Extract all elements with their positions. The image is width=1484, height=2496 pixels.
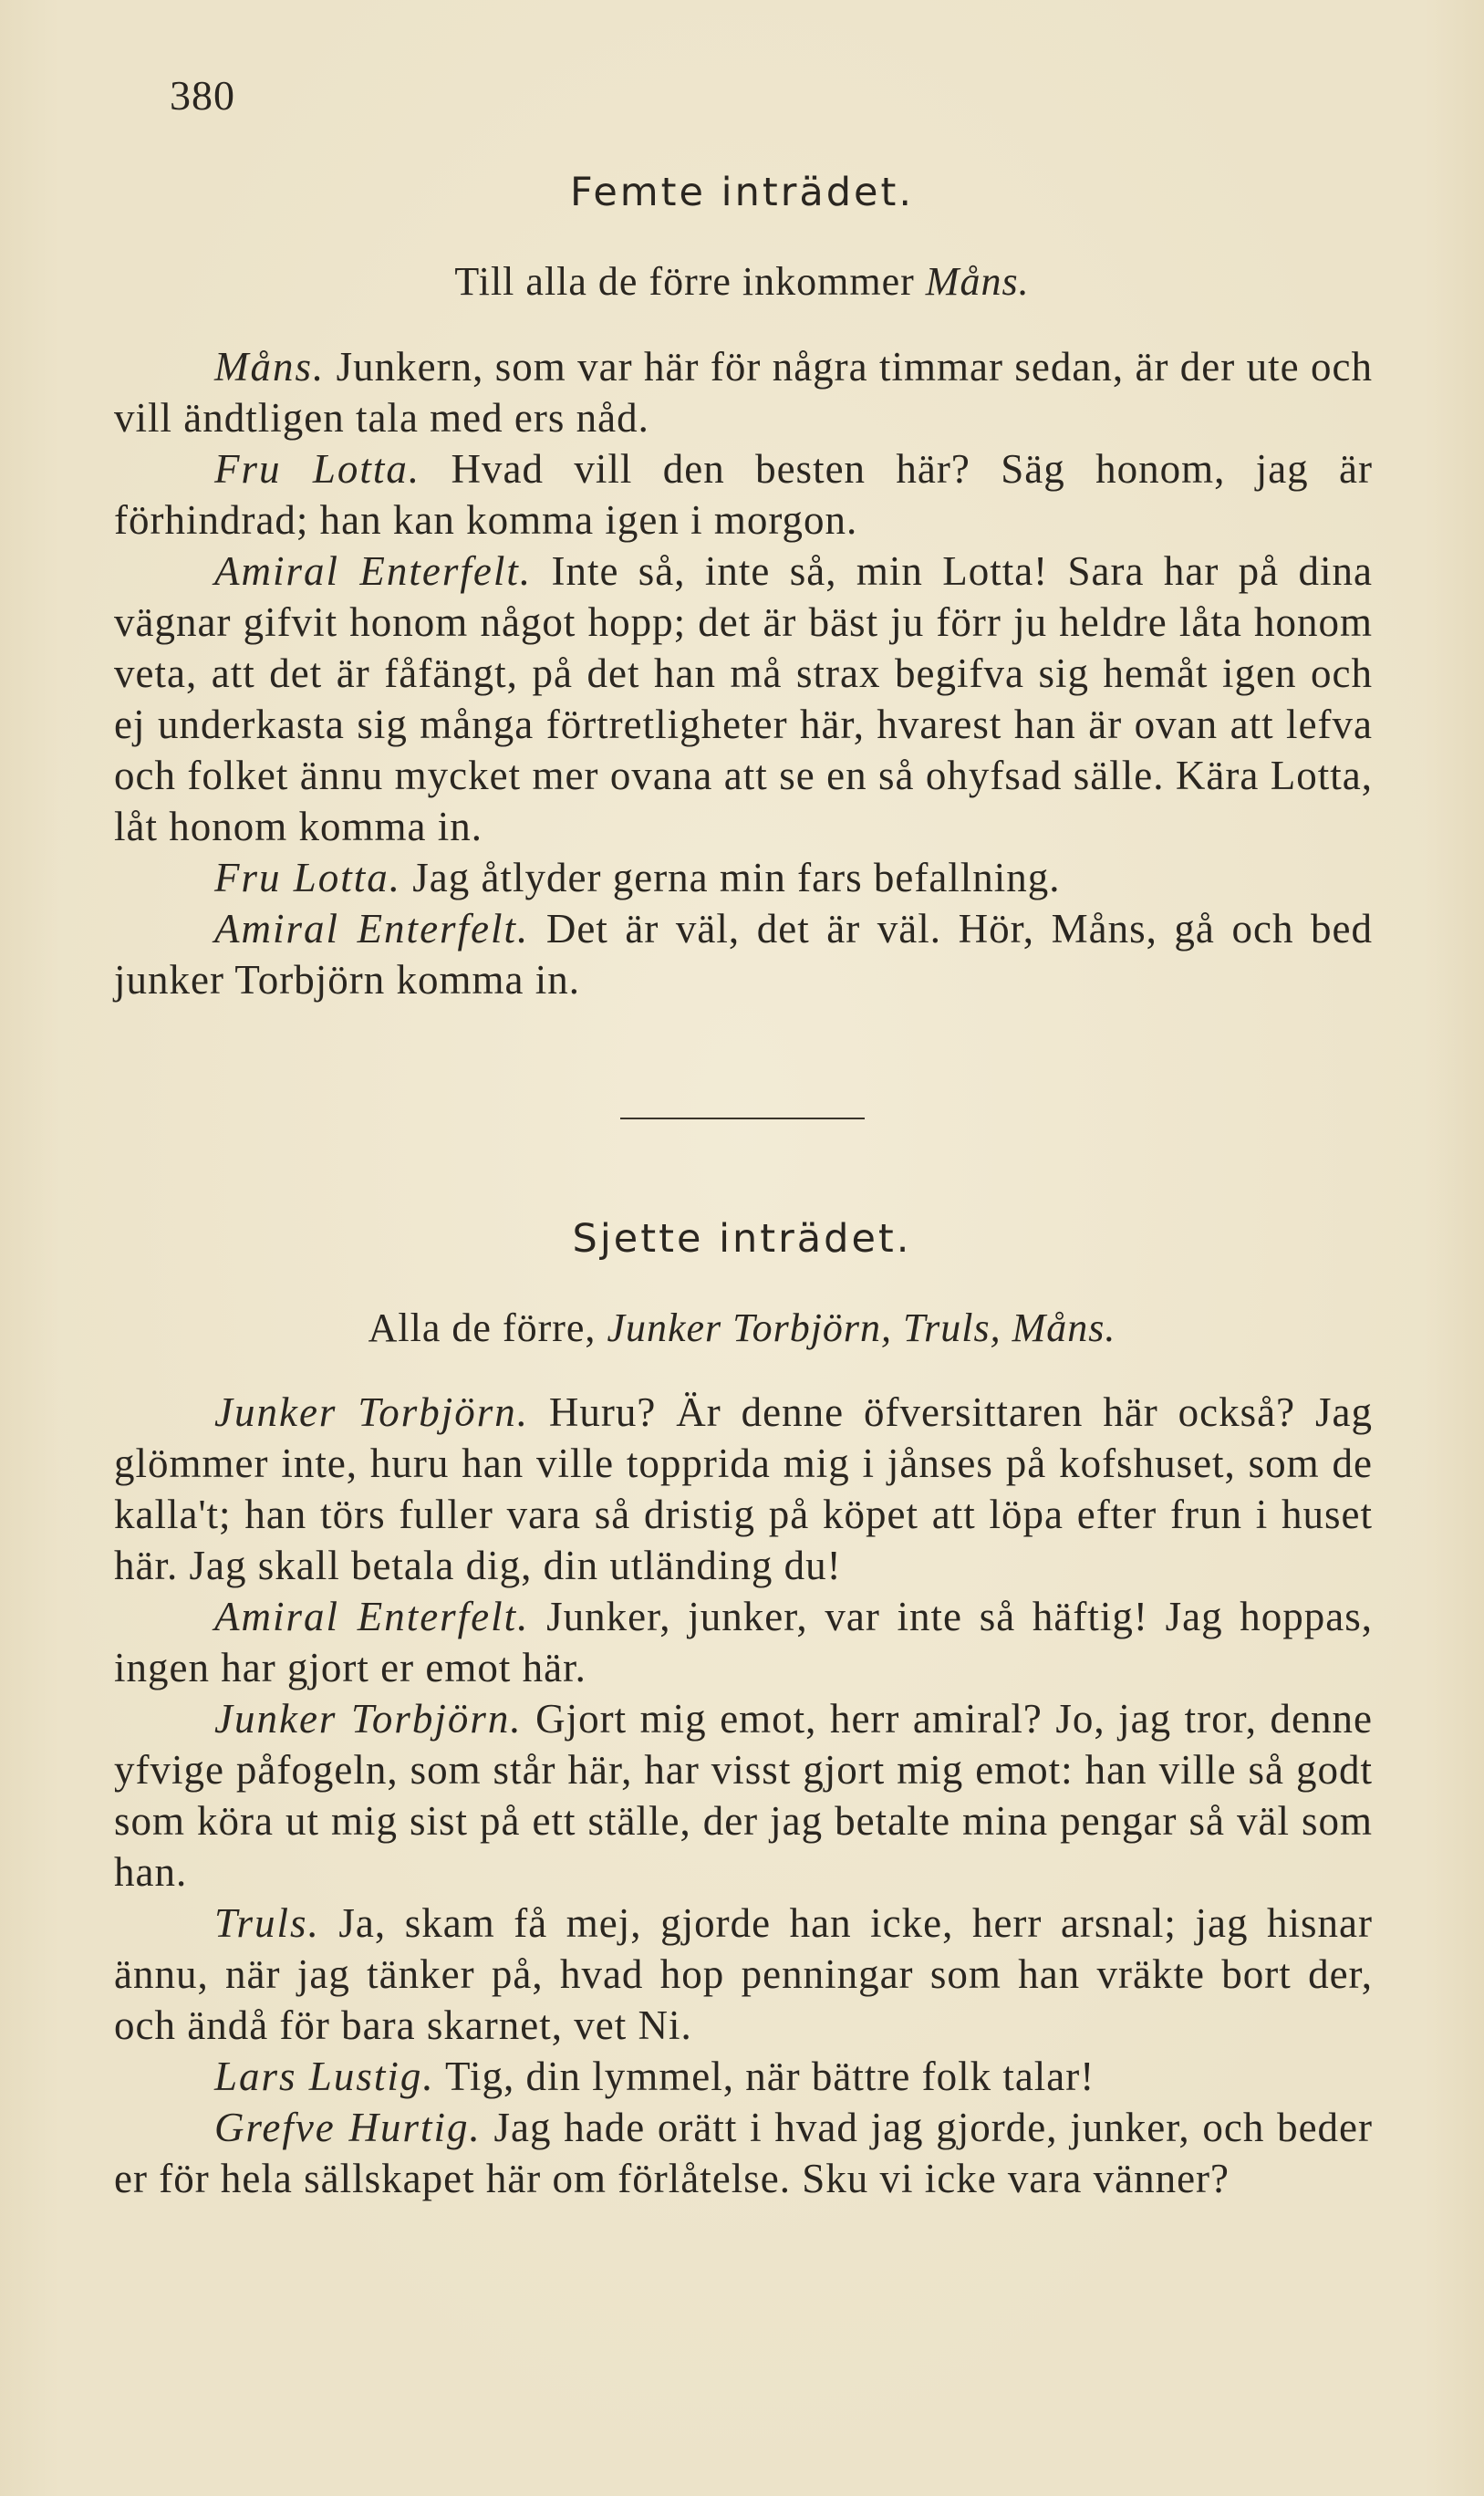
speech-text: Ja, skam få mej, gjorde han icke, herr arsnal; jag hisnar ännu, när jag tänker på, hvad hop penningar som han vräkte bort der, och ändå för bara skarnet, vet Ni.	[114, 1900, 1374, 2048]
speech-paragraph	[114, 443, 1373, 546]
speech-text: Inte så, inte så, min Lotta! Sara har på dina vägnar gifvit honom något hopp; det är bäst ju förr ju heldre låta honom veta, att det är fåfängt, på det han må strax begifva sig hemåt igen och ej underkasta sig många förtretligheter här, hvarest han är ovan att lefva och folket ännu mycket mer ovana att se en så ohyfsad sälle. Kära Lotta, låt honom komma in.	[114, 548, 1373, 849]
speaker-name: Truls.	[214, 1900, 320, 1946]
speaker-name: Amiral Enterfelt.	[214, 548, 533, 594]
speech-text: Jag åtlyder gerna min fars befallning.	[412, 855, 1061, 900]
scene-heading-6: Sjette inträdet.	[572, 1216, 912, 1262]
speech-paragraph	[114, 2051, 1373, 2102]
speech-paragraph	[114, 903, 1373, 1005]
speaker-name: Amiral Enterfelt.	[214, 1594, 530, 1639]
dialogue-block-6	[114, 1387, 1373, 2204]
speech-text: Hvad vill den besten här? Säg honom, jag är förhindrad; han kan komma igen i morgon.	[114, 446, 1373, 543]
speech-paragraph	[114, 1387, 1373, 1591]
stage-direction-text: Alla de förre,	[368, 1305, 597, 1350]
speech-text: Junker, junker, var inte så häftig! Jag hoppas, ingen har gjort er emot här.	[114, 1594, 1374, 1690]
speaker-name: Fru Lotta.	[214, 446, 421, 492]
speech-text: Jag hade orätt i hvad jag gjorde, junker, och beder er för hela sällskapet här om förlåtelse. Sku vi icke vara vänner?	[114, 2105, 1374, 2201]
speaker-name: Måns.	[214, 344, 326, 390]
speech-paragraph	[114, 1898, 1373, 2051]
speaker-name: Fru Lotta.	[214, 855, 402, 900]
stage-direction-5	[0, 258, 1484, 305]
speech-text: Junkern, som var här för några timmar sedan, är der ute och vill ändtligen tala med ers nåd.	[114, 344, 1373, 441]
speaker-name: Junker Torbjörn.	[214, 1389, 530, 1435]
speech-paragraph	[114, 852, 1373, 903]
speech-text: Det är väl, det är väl. Hör, Måns, gå och bed junker Torbjörn komma in.	[114, 906, 1373, 1003]
dialogue-block-5	[114, 341, 1373, 1005]
speaker-name: Amiral Enterfelt.	[214, 906, 530, 952]
speech-paragraph	[114, 546, 1373, 852]
speech-paragraph	[114, 1693, 1373, 1898]
speech-paragraph	[114, 1591, 1373, 1693]
speech-text: Gjort mig emot, herr amiral? Jo, jag tror, denne yfvige påfogeln, som står här, har visst gjort mig emot: han ville så godt som köra ut mig sist på ett ställe, der jag betalte mina pengar så väl som han.	[114, 1696, 1374, 1895]
scene-heading-5: Femte inträdet.	[569, 170, 915, 215]
stage-direction-character: Måns.	[925, 259, 1030, 304]
stage-direction-characters: Junker Torbjörn, Truls, Måns.	[607, 1305, 1116, 1350]
speaker-name: Lars Lustig.	[214, 2054, 435, 2099]
stage-direction-text: Till alla de förre inkommer	[454, 259, 915, 304]
page-number: 380	[170, 72, 235, 119]
speech-paragraph	[114, 2102, 1373, 2204]
speech-text: Tig, din lymmel, när bättre folk talar!	[445, 2054, 1095, 2099]
speech-paragraph	[114, 341, 1373, 443]
speaker-name: Grefve Hurtig.	[214, 2105, 482, 2150]
stage-direction-6	[0, 1305, 1484, 1351]
speech-text: Huru? Är denne öfversittaren här också? Jag glömmer inte, huru han ville topprida mig i jånses på kofshuset, som de kalla't; han törs fuller vara så dristig på köpet att löpa efter frun i huset här. Jag skall betala dig, din utländing du!	[114, 1389, 1374, 1588]
speaker-name: Junker Torbjörn.	[214, 1696, 523, 1742]
section-divider	[620, 1118, 865, 1119]
